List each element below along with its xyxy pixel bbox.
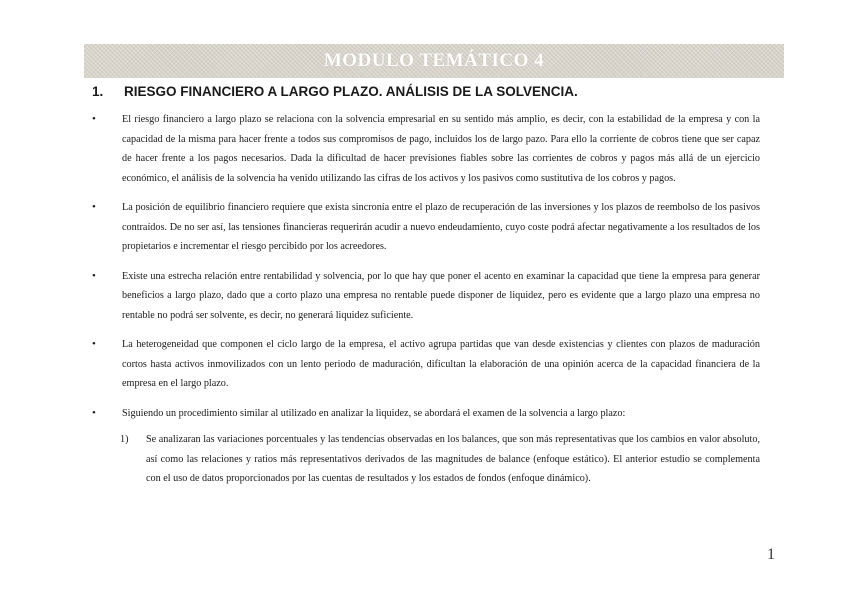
- numbered-subitem: [120, 430, 760, 489]
- bullet-icon: •: [92, 269, 96, 282]
- bullet-item: [92, 404, 760, 424]
- subitem-number: 1): [120, 434, 129, 445]
- page-number: 1: [767, 546, 775, 563]
- bullet-text: La heterogeneidad que componen el ciclo largo de la empresa, el activo agrupa partidas que van desde existencias y clientes con plazos de maduración cortos hasta activos inmovilizados con un lento periodo de maduración, dificultan la elaboración de una opinión acerca de la capacidad financiera de la empresa en el largo plazo.: [122, 339, 760, 389]
- section-number: 1.: [92, 84, 104, 99]
- module-banner: [84, 44, 784, 78]
- bullet-text: Existe una estrecha relación entre rentabilidad y solvencia, por lo que hay que poner el acento en examinar la capacidad que tiene la empresa para generar beneficios a largo plazo, dado que a corto plazo una empresa no rentable puede disponer de liquidez, pero es evidente que a largo plazo una empresa no rentable no podrá ser solvente, es decir, no generará liquidez suficiente.: [122, 270, 760, 321]
- section-title: RIESGO FINANCIERO A LARGO PLAZO. ANÁLISIS DE LA SOLVENCIA.: [124, 84, 578, 99]
- bullet-icon: •: [92, 338, 96, 350]
- module-title: MODULO TEMÁTICO 4: [323, 50, 545, 71]
- bullet-icon: •: [92, 201, 96, 213]
- bullet-item: [92, 335, 760, 394]
- bullet-text: El riesgo financiero a largo plazo se relaciona con la solvencia empresarial en su sentido más amplio, es decir, con la estabilidad de la empresa y con la capacidad de la misma para hacer frente a todos sus compromisos de pago, incluidos los de largo pazo. Para ello la corriente de cobros tiene que ser capaz de hacer frente a los pagos necesarios. Dada la dificultad de hacer previsiones fiables sobre las corrientes de cobros y pagos más allá de un ejercicio económico, el análisis de la solvencia ha venido utilizando las cifras de los activos y los pasivos como sustitutiva de los cobros y pagos.: [122, 114, 760, 184]
- section-heading: [92, 84, 782, 99]
- bullet-text: Siguiendo un procedimiento similar al utilizado en analizar la liquidez, se abordará el examen de la solvencia a largo plazo:: [122, 407, 626, 419]
- bullet-item: [92, 110, 760, 188]
- bullet-item: [92, 198, 760, 257]
- bullet-text: La posición de equilibrio financiero requiere que exista sincronía entre el plazo de recuperación de las inversiones y los plazos de reembolso de los pasivos contraídos. De no ser así, las tensiones financieras requerirán acudir a nuevo endeudamiento, cuyo coste podrá afectar negativamente a los resultados de los propietarios e incrementar el riesgo percibido por los acreedores.: [122, 202, 760, 252]
- bullet-icon: •: [92, 113, 96, 125]
- bullet-icon: •: [92, 406, 96, 419]
- document-body: [92, 110, 760, 489]
- subitem-text: Se analizaran las variaciones porcentuales y las tendencias observadas en los balances, que son más representativas que los cambios en valor absoluto, así como las relaciones y ratios más representativos derivados de las magnitudes de balance (enfoque estático). El anterior estudio se complementa con el uso de datos proporcionados por las cuentas de resultados y los estados de fondos (enfoque dinámico).: [146, 434, 760, 484]
- bullet-item: [92, 267, 760, 326]
